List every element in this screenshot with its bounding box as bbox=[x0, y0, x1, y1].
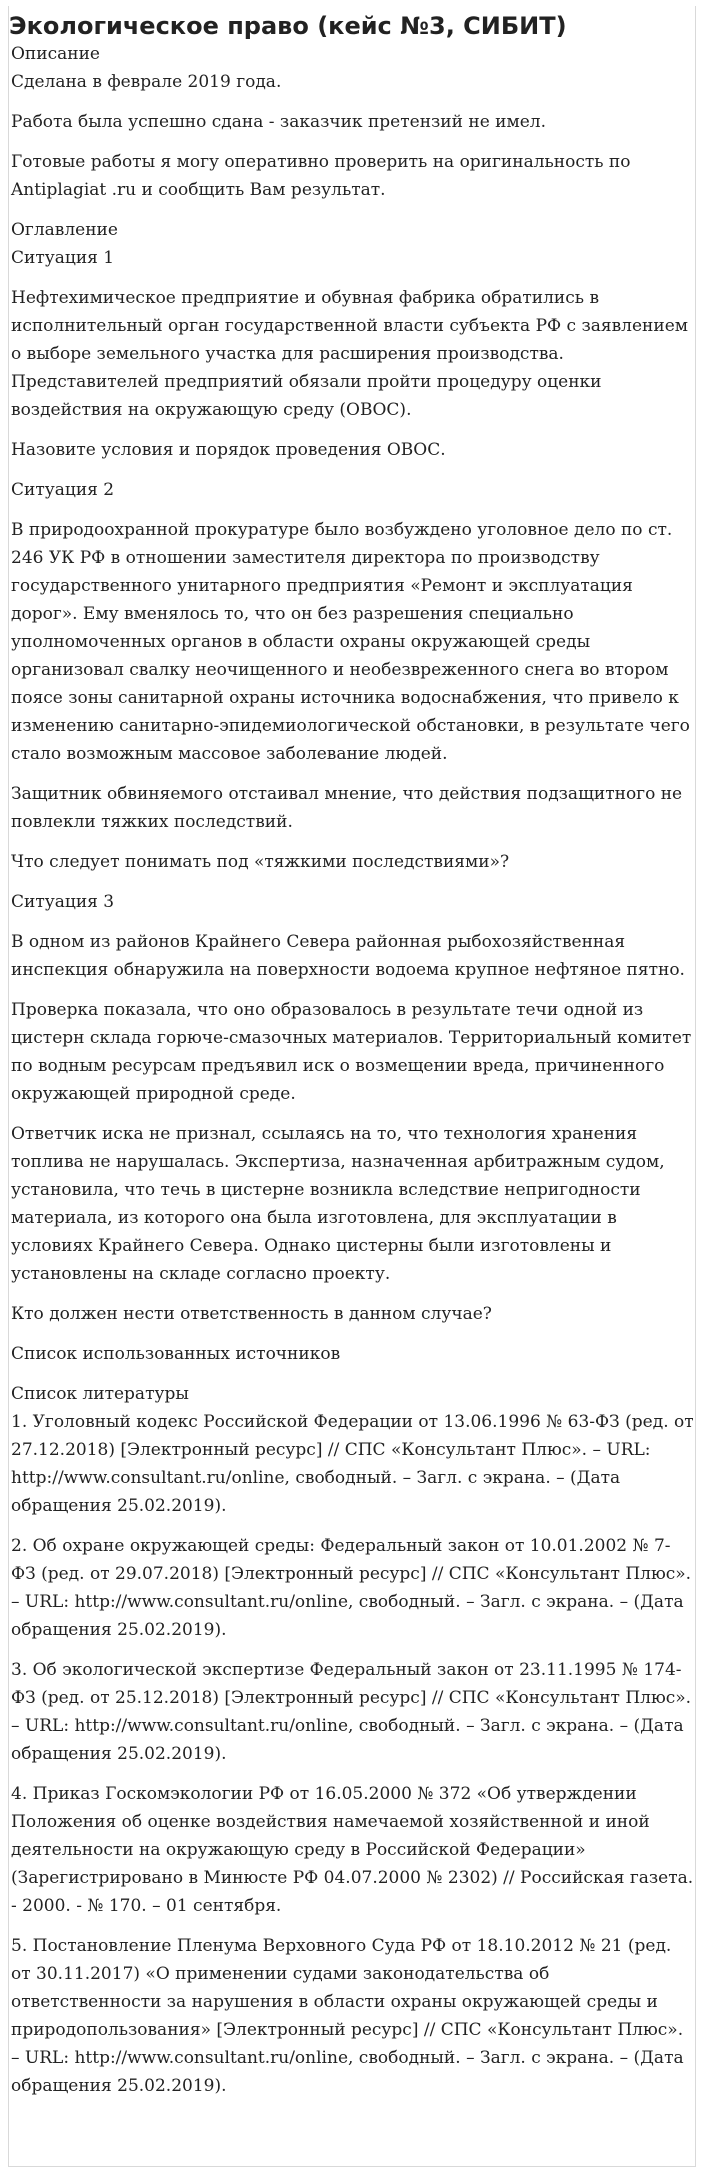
situation-3-paragraph: Ответчик иска не признал, ссылаясь на то, что технология хранения топлива не нарушалась. Экспертиза, назначенная арбитражным судом, установила, что течь в цистерне возникла вследствие непригодности материала, из которого она была изготовлена, для эксплуатации в условиях Крайнего Севера. Однако цистерны были изготовлены и установлены на складе согласно проекту. bbox=[11, 1124, 665, 1284]
situation-2-paragraph: В природоохранной прокуратуре было возбуждено уголовное дело по ст. 246 УК РФ в отношении заместителя директора по производству государственного унитарного предприятия «Ремонт и эксплуатация дорог». Ему вменялось то, что он без разрешения специально уполномоченных органов в области охраны окружающей среды организовал свалку неочищенного и необезвреженного снега во втором поясе зоны санитарной охраны источника водоснабжения, что привело к изменению санитарно-эпидемиологической обстановки, в результате чего стало возможным массовое заболевание людей. bbox=[11, 520, 690, 764]
situation-1-label: Ситуация 1 bbox=[11, 248, 115, 268]
situation-3-paragraph: В одном из районов Крайнего Севера районная рыбохозяйственная инспекция обнаружила на поверхности водоема крупное нефтяное пятно. bbox=[11, 932, 685, 980]
page-title: Экологическое право (кейс №3, СИБИТ) bbox=[9, 12, 567, 40]
literature-label: Список литературы bbox=[11, 1384, 189, 1404]
situation-3-label: Ситуация 3 bbox=[11, 892, 115, 912]
made-in-text: Сделана в феврале 2019 года. bbox=[11, 72, 282, 92]
situation-1-paragraph: Нефтехимическое предприятие и обувная фабрика обратились в исполнительный орган государственной власти субъекта РФ с заявлением о выборе земельного участка для расширения производства. Представителей предприятий обязали пройти процедуру оценки воздействия на окружающую среду (ОВОС). bbox=[11, 288, 688, 420]
antiplagiat-text: Готовые работы я могу оперативно проверить на оригинальность по Antiplagiat .ru и сообщить Вам результат. bbox=[11, 152, 631, 200]
situation-2-question: Что следует понимать под «тяжкими последствиями»? bbox=[11, 852, 510, 872]
literature-item: 4. Приказ Госкомэкологии РФ от 16.05.2000 № 372 «Об утверждении Положения об оценке воздействия намечаемой хозяйственной и иной деятельности на окружающую среду в Российской Федерации» (Зарегистрировано в Минюсте РФ 04.07.2000 № 2302) // Российская газета. - 2000. - № 170. – 01 сентября. bbox=[11, 1784, 694, 1916]
situation-1-question: Назовите условия и порядок проведения ОВОС. bbox=[11, 440, 446, 460]
success-text: Работа была успешно сдана - заказчик претензий не имел. bbox=[11, 112, 546, 132]
situation-3-question: Кто должен нести ответственность в данном случае? bbox=[11, 1304, 492, 1324]
situation-2-label: Ситуация 2 bbox=[11, 480, 115, 500]
description-label: Описание bbox=[11, 44, 100, 64]
document-body bbox=[9, 40, 695, 2100]
literature-item: 5. Постановление Пленума Верховного Суда РФ от 18.10.2012 № 21 (ред. от 30.11.2017) «О применении судами законодательства об ответственности за нарушения в области охраны окружающей среды и природопользования» [Электронный ресурс] // СПС «Консультант Плюс». – URL: http://www.consultant.ru/online, свободный. – Загл. с экрана. – (Дата обращения 25.02.2019). bbox=[11, 1936, 684, 2096]
situation-3-paragraph: Проверка показала, что оно образовалось в результате течи одной из цистерн склада горюче-смазочных материалов. Территориальный комитет по водным ресурсам предъявил иск о возмещении вреда, причиненного окружающей природной среде. bbox=[11, 1000, 692, 1104]
document-page bbox=[8, 6, 696, 2167]
literature-item: 2. Об охране окружающей среды: Федеральный закон от 10.01.2002 № 7-ФЗ (ред. от 29.07.2018) [Электронный ресурс] // СПС «Консультант Плюс». – URL: http://www.consultant.ru/online, свободный. – Загл. с экрана. – (Дата обращения 25.02.2019). bbox=[11, 1536, 692, 1640]
literature-item: 3. Об экологической экспертизе Федеральный закон от 23.11.1995 № 174-ФЗ (ред. от 25.12.2018) [Электронный ресурс] // СПС «Консультант Плюс». – URL: http://www.consultant.ru/online, свободный. – Загл. с экрана. – (Дата обращения 25.02.2019). bbox=[11, 1660, 692, 1764]
literature-item: 1. Уголовный кодекс Российской Федерации от 13.06.1996 № 63-ФЗ (ред. от 27.12.2018) [Электронный ресурс] // СПС «Консультант Плюс». – URL: http://www.consultant.ru/online, свободный. – Загл. с экрана. – (Дата обращения 25.02.2019). bbox=[11, 1412, 694, 1516]
situation-2-paragraph: Защитник обвиняемого отстаивал мнение, что действия подзащитного не повлекли тяжких последствий. bbox=[11, 784, 683, 832]
toc-label: Оглавление bbox=[11, 220, 118, 240]
sources-label: Список использованных источников bbox=[11, 1344, 341, 1364]
